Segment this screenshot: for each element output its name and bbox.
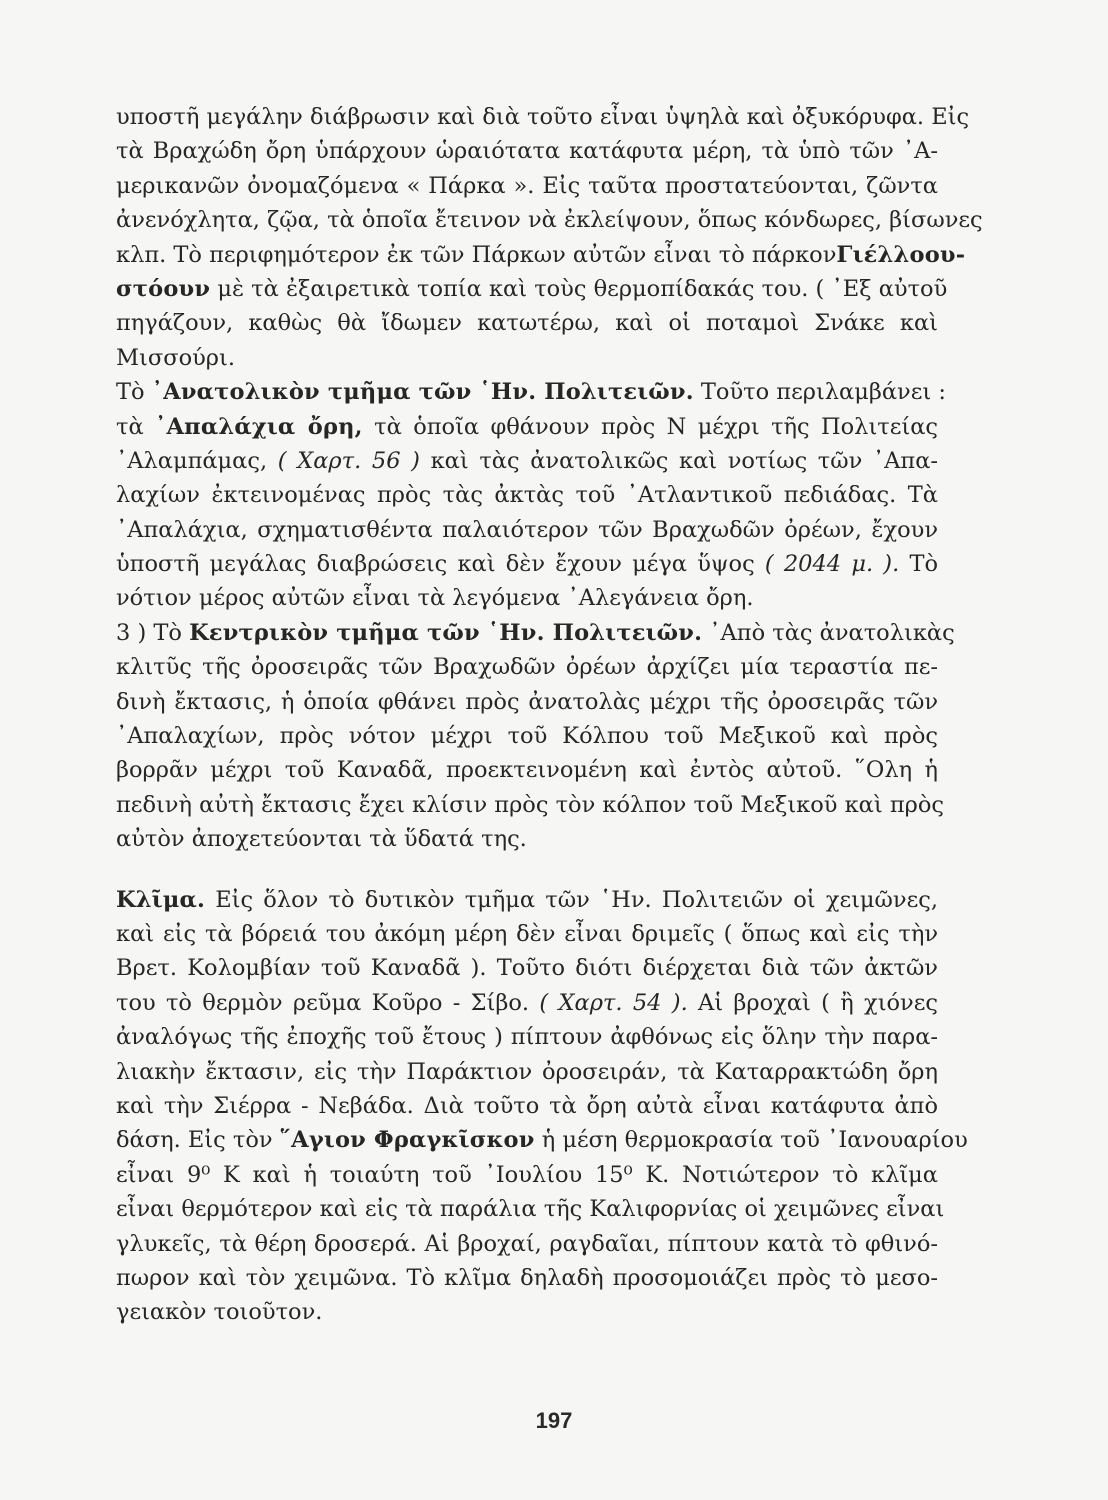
line-text-continued: ᾿Απὸ τὰς ἀνατολικὰς [702, 619, 955, 646]
line-text: πωρον καὶ τὸν χειμῶνα. Τὸ κλῖμα δηλαδὴ προσομοιάζει πρὸς τὸ μεσο- [116, 1264, 938, 1291]
text-line [116, 822, 938, 856]
text-line [116, 410, 938, 444]
line-text: νότιον μέρος αὐτῶν εἶναι τὰ λεγόμενα ᾿Αλεγάνεια ὄρη. [116, 585, 754, 612]
italic-reference: ( Χαρτ. 54 ). [539, 989, 688, 1016]
line-text-continued: Τὸ [899, 551, 938, 578]
text-line [116, 986, 938, 1020]
line-text-continued: ἡ μέση θερμοκρασία τοῦ ᾿Ιανουαρίου [534, 1127, 968, 1154]
text-line [116, 478, 938, 512]
line-text: δάση. Εἰς τὸν [116, 1127, 280, 1154]
text-line [116, 134, 938, 168]
text-line [116, 1261, 938, 1295]
line-text: λιακὴν ἔκτασιν, εἰς τὴν Παράκτιον ὀροσειράν, τὰ Καταρρακτώδη ὄρη [116, 1058, 938, 1085]
text-line [116, 341, 938, 375]
line-text: καὶ εἰς τὰ βόρειά του ἀκόμη μέρη δὲν εἶναι δριμεῖς ( ὅπως καὶ εἰς τὴν [116, 920, 938, 947]
body-text [116, 100, 983, 1330]
line-text: βορρᾶν μέχρι τοῦ Καναδᾶ, προεκτεινομένη καὶ ἐντὸς αὐτοῦ. ῞Ολη ἡ [116, 757, 938, 784]
text-line [116, 1295, 938, 1329]
text-line [116, 1192, 945, 1226]
text-line [116, 1055, 938, 1089]
bold-heading: Κλῖμα. [116, 886, 206, 913]
line-text: κλιτῦς τῆς ὀροσειρᾶς τῶν Βραχωδῶν ὀρέων ἀρχίζει μία τεραστία πε- [116, 654, 938, 681]
line-text: δινὴ ἔκτασις, ἡ ὁποία φθάνει πρὸς ἀνατολὰς μέχρι τῆς ὀροσειρᾶς τῶν [116, 688, 938, 715]
text-line [116, 100, 970, 134]
text-line [116, 1020, 938, 1054]
text-line [116, 547, 938, 581]
bold-term: Κεντρικὸν τμῆμα τῶν ῾Ην. Πολιτειῶν. [189, 619, 703, 646]
text-line [116, 375, 946, 409]
text-line [116, 272, 948, 306]
line-text-continued: καὶ τὰς ἀνατολικῶς καὶ νοτίως τῶν ᾿Απα- [419, 447, 939, 474]
text-line [116, 1089, 938, 1123]
line-text: αὐτὸν ἀποχετεύονται τὰ ὕδατά της. [116, 826, 527, 853]
line-text: Βρετ. Κολομβίαν τοῦ Καναδᾶ ). Τοῦτο διότι διέρχεται διὰ τῶν ἀκτῶν [116, 955, 938, 982]
text-line [116, 685, 938, 719]
text-line [116, 203, 983, 237]
line-text: τὰ Βραχώδη ὄρη ὑπάρχουν ὡραιότατα κατάφυτα μέρη, τὰ ὑπὸ τῶν ᾿Α- [116, 138, 938, 165]
line-text: λαχίων ἐκτεινομένας πρὸς τὰς ἀκτὰς τοῦ ᾿Ατλαντικοῦ πεδιάδας. Τὰ [116, 482, 938, 509]
line-text: του τὸ θερμὸν ρεῦμα Κοῦρο - Σίβο. [116, 989, 540, 1016]
line-text: υποστῆ μεγάλην διάβρωσιν καὶ διὰ τοῦτο εἶναι ὑψηλὰ καὶ ὀξυκόρυφα. Εἰς [116, 104, 970, 130]
line-text: εἶναι 9⁰ Κ καὶ ἡ τοιαύτη τοῦ ᾿Ιουλίου 15⁰ Κ. Νοτιώτερον τὸ κλῖμα [116, 1161, 938, 1188]
line-text: ᾿Απαλαχίων, πρὸς νότον μέχρι τοῦ Κόλπου τοῦ Μεξικοῦ καὶ πρὸς [116, 723, 938, 750]
line-text: γειακὸν τοιοῦτον. [116, 1299, 323, 1326]
text-line [116, 1227, 938, 1261]
line-text: κλπ. Τὸ περιφημότερον ἐκ τῶν Πάρκων αὐτῶν εἶναι τὸ πάρκον [116, 241, 837, 268]
text-line [116, 788, 945, 822]
line-text: Μισσούρι. [116, 344, 236, 371]
text-line [116, 306, 938, 340]
line-text: πηγάζουν, καθὼς θὰ ἴδωμεν κατωτέρω, καὶ οἱ ποταμοὶ Σνάκε καὶ [116, 310, 938, 337]
line-text: καὶ τὴν Σιέρρα - Νεβάδα. Διὰ τοῦτο τὰ ὄρη αὐτὰ εἶναι κατάφυτα ἀπὸ [116, 1092, 938, 1119]
line-text: πεδινὴ αὐτὴ ἔκτασις ἔχει κλίσιν πρὸς τὸν κόλπον τοῦ Μεξικοῦ καὶ πρὸς [116, 791, 945, 818]
line-text: Εἰς ὅλον τὸ δυτικὸν τμῆμα τῶν ῾Ην. Πολιτειῶν οἱ χειμῶνες, [205, 886, 938, 913]
text-line [116, 616, 955, 650]
bold-term: ῞Αγιον Φραγκῖσκον [279, 1127, 535, 1154]
text-line [116, 951, 938, 985]
bold-term: ᾿Απαλάχια ὄρη, [155, 413, 363, 440]
line-text: 3 ) Τὸ [116, 619, 190, 646]
italic-reference: ( Χαρτ. 56 ) [277, 447, 420, 474]
text-line [116, 753, 938, 787]
line-text: ἀνενόχλητα, ζῷα, τὰ ὁποῖα ἔτεινον νὰ ἐκλείψουν, ὅπως κόνδωρες, βίσωνες [116, 207, 983, 234]
text-line [116, 1123, 968, 1157]
line-text-continued: Αἱ βροχαὶ ( ἢ χιόνες [687, 989, 938, 1016]
bold-term: ᾿Ανατολικὸν τμῆμα τῶν ῾Ην. Πολιτειῶν. [151, 379, 694, 406]
line-text: ᾿Αλαμπάμας, [116, 447, 278, 474]
text-line [116, 1158, 938, 1192]
text-line [116, 238, 966, 272]
text-line [116, 444, 938, 478]
text-line [116, 719, 938, 753]
text-line [116, 169, 938, 203]
line-text: ὑποστῆ μεγάλας διαβρώσεις καὶ δὲν ἔχουν μέγα ὕψος [116, 551, 765, 578]
line-text: εἶναι θερμότερον καὶ εἰς τὰ παράλια τῆς Καλιφορνίας οἱ χειμῶνες εἶναι [116, 1196, 945, 1223]
text-line [116, 650, 938, 684]
page-number: 197 [535, 1408, 573, 1433]
italic-reference: ( 2044 μ. ). [764, 551, 900, 578]
line-text-continued: Τοῦτο περιλαμβάνει : [693, 379, 946, 406]
text-line [116, 513, 938, 547]
line-text-continued: τὰ ὁποῖα φθάνουν πρὸς Ν μέχρι τῆς Πολιτείας [362, 413, 938, 440]
text-line [116, 883, 938, 917]
bold-heading: στόουν [116, 275, 211, 302]
text-line [116, 917, 938, 951]
line-text: μερικανῶν ὀνομαζόμενα « Πάρκα ». Εἰς ταῦτα προστατεύονται, ζῶντα [116, 172, 938, 199]
paragraph-gap [116, 857, 938, 883]
line-text: τὰ [116, 413, 156, 440]
line-text: γλυκεῖς, τὰ θέρη δροσερά. Αἱ βροχαί, ραγδαῖαι, πίπτουν κατὰ τὸ φθινό- [116, 1230, 938, 1257]
bold-term: Γιέλλοου- [836, 241, 966, 268]
line-text: ἀναλόγως τῆς ἐποχῆς τοῦ ἔτους ) πίπτουν ἀφθόνως εἰς ὅλην τὴν παρα- [116, 1024, 938, 1051]
line-text: ᾿Απαλάχια, σχηματισθέντα παλαιότερον τῶν Βραχωδῶν ὀρέων, ἔχουν [116, 516, 938, 543]
line-text: Τὸ [116, 379, 152, 406]
line-text: μὲ τὰ ἐξαιρετικὰ τοπία καὶ τοὺς θερμοπίδακάς του. ( ᾿Εξ αὐτοῦ [210, 275, 948, 302]
text-line [116, 581, 938, 615]
